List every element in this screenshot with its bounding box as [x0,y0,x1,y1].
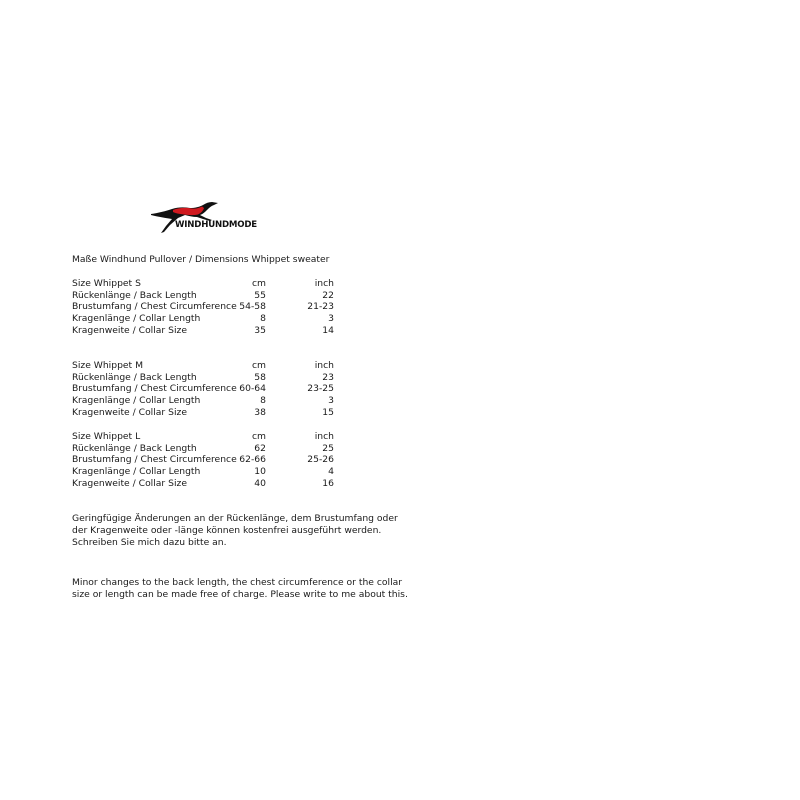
cm-value: 8 [260,313,266,325]
table-title: Size Whippet M [72,360,144,371]
table-row [72,466,334,478]
cm-value: 38 [254,406,266,418]
column-header-inch: inch [314,360,334,371]
brand-logo [148,198,268,238]
size-table-s [72,278,334,336]
column-header-inch: inch [314,431,334,442]
page-heading: Maße Windhund Pullover / Dimensions Whippet sweater [72,254,330,265]
row-label: Brustumfang / Chest Circumference [72,383,237,395]
table-row [72,313,334,325]
cm-value: 40 [254,477,266,489]
cm-value: 8 [260,395,266,407]
logo-text: WINDHUNDMODE [175,220,257,230]
cm-value: 60-64 [239,383,266,395]
inch-value: 16 [322,477,334,489]
inch-value: 23-25 [307,383,334,395]
column-header-cm: cm [251,431,266,442]
note-line: size or length can be made free of charge. Please write to me about this. [72,589,408,600]
table-header-row [72,278,334,290]
table-title: Size Whippet L [72,431,141,442]
row-label: Kragenweite / Collar Size [72,406,187,418]
table-row [72,407,334,419]
table-row [72,290,334,302]
greyhound-icon [148,198,268,238]
row-label: Kragenlänge / Collar Length [72,313,201,325]
row-label: Brustumfang / Chest Circumference [72,301,237,313]
cm-value: 10 [254,466,266,478]
table-header-row [72,360,334,372]
row-label: Rückenlänge / Back Length [72,371,197,383]
note-german [72,513,412,549]
table-row [72,383,334,395]
inch-value: 25-26 [307,454,334,466]
table-row [72,395,334,407]
column-header-cm: cm [251,360,266,371]
row-label: Kragenweite / Collar Size [72,324,187,336]
row-label: Kragenweite / Collar Size [72,477,187,489]
table-row [72,478,334,490]
inch-value: 4 [328,466,334,478]
note-line: Geringfügige Änderungen an der Rückenlänge, dem Brustumfang oder [72,513,398,524]
table-row [72,301,334,313]
inch-value: 3 [328,313,334,325]
row-label: Brustumfang / Chest Circumference [72,454,237,466]
table-title: Size Whippet S [72,278,141,289]
cm-value: 58 [254,371,266,383]
size-table-m [72,360,334,418]
note-english [72,577,412,601]
column-header-inch: inch [314,278,334,289]
table-header-row [72,431,334,443]
size-table-l [72,431,334,489]
inch-value: 21-23 [307,301,334,313]
row-label: Kragenlänge / Collar Length [72,466,201,478]
row-label: Rückenlänge / Back Length [72,289,197,301]
column-header-cm: cm [251,278,266,289]
cm-value: 35 [254,324,266,336]
table-row [72,325,334,337]
table-row [72,454,334,466]
note-line: der Kragenweite oder -länge können kostenfrei ausgeführt werden. [72,525,382,536]
inch-value: 22 [322,289,334,301]
cm-value: 62 [254,442,266,454]
inch-value: 15 [322,406,334,418]
note-line: Minor changes to the back length, the chest circumference or the collar [72,577,403,588]
inch-value: 14 [322,324,334,336]
table-row [72,372,334,384]
cm-value: 55 [254,289,266,301]
table-row [72,443,334,455]
row-label: Rückenlänge / Back Length [72,442,197,454]
inch-value: 3 [328,395,334,407]
row-label: Kragenlänge / Collar Length [72,395,201,407]
note-line: Schreiben Sie mich dazu bitte an. [72,537,227,548]
cm-value: 62-66 [239,454,266,466]
inch-value: 23 [322,371,334,383]
cm-value: 54-58 [239,301,266,313]
inch-value: 25 [322,442,334,454]
